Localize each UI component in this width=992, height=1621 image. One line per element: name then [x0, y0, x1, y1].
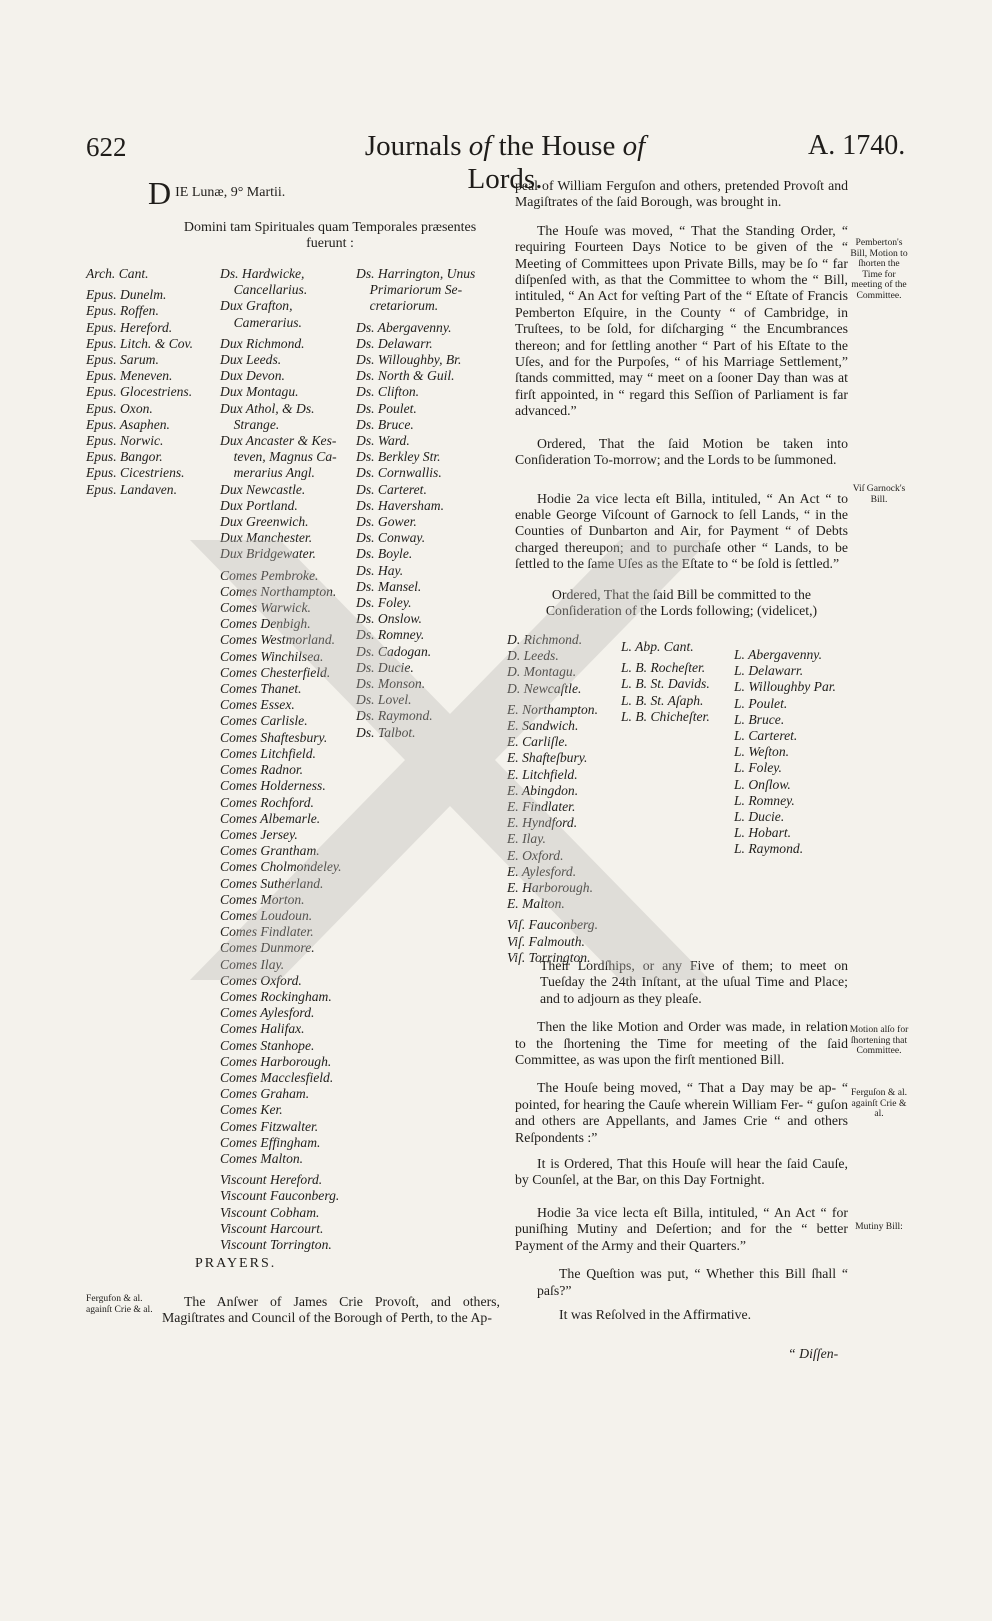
attendee-name: Comes Harborough. [220, 1053, 332, 1069]
attendee-name: Comes Macclesfield. [220, 1069, 334, 1085]
attendee-name: Ds. Monson. [356, 676, 426, 692]
attendee-name: Comes Litchfield. [220, 745, 316, 761]
committee-member: L. Raymond. [734, 841, 804, 857]
attendee-name: Dux Greenwich. [220, 514, 309, 530]
paragraph-text: Hodie 3a vice lecta eſt Billa, intituled, “ An Act “ for puniſhing Mutiny and Deſertion; and for the “ better Payment of the Army and their Quarters.” [515, 1204, 848, 1253]
attendee-name: Ds. Mansel. [356, 578, 422, 594]
committee-col-earls [507, 632, 619, 966]
committee-member: E. Shafteſbury. [507, 750, 588, 766]
attendee-name: Ds. Bruce. [356, 416, 414, 432]
attendee-name: Epus. Norwic. [86, 433, 164, 449]
attendee-name: Ds. Delawarr. [356, 335, 433, 351]
committee-member: Viſ. Fauconberg. [507, 917, 598, 933]
attendee-name: Comes Cholmondeley. [220, 859, 342, 875]
attendee-name: Comes Northampton. [220, 583, 337, 599]
committee-member: D. Newcaſtle. [507, 680, 582, 696]
attendee-name: Epus. Oxon. [86, 400, 153, 416]
attendee-name: Ds. Romney. [356, 627, 425, 643]
committee-member: L. Ducie. [734, 809, 785, 825]
attendee-name: Epus. Hereford. [86, 319, 173, 335]
attendee-name: Comes Effingham. [220, 1134, 321, 1150]
title-part: Journals [364, 130, 469, 162]
committee-member: E. Litchfield. [507, 766, 578, 782]
attendee-name: Comes Fitzwalter. [220, 1118, 319, 1134]
attendee-name: Comes Oxford. [220, 972, 302, 988]
committee-member: E. Findlater. [507, 799, 576, 815]
attendee-name: Comes Loudoun. [220, 907, 313, 923]
committee-member: E. Abingdon. [507, 782, 579, 798]
right-column-lower [515, 958, 848, 1323]
present-line: Domini tam Spirituales quam Temporales præsentes [183, 220, 477, 235]
margin-note: Pemberton's Bill, Motion to ſhorten the Time for meeting of the Committee. [850, 237, 908, 301]
attendee-name: Ds. Ward. [356, 433, 410, 449]
committee-member: L. Romney. [734, 792, 795, 808]
committee-col-lords [734, 647, 854, 858]
committee-member: L. Hobart. [734, 825, 792, 841]
committee-member: E. Harborough. [507, 880, 593, 896]
attendee-name: Dux Leeds. [220, 352, 282, 368]
attendee-name: teven, Magnus Ca- [220, 449, 337, 465]
present-line: fuerunt : [306, 236, 354, 251]
attendee-name: Comes Albemarle. [220, 810, 321, 826]
attendee-name: Dux Grafton, [220, 298, 293, 314]
attendee-name: Epus. Dunelm. [86, 287, 167, 303]
paragraph-text: Ordered, That the ſaid Bill be committed to the Conſideration of the Lords following; (videlicet,) [545, 586, 818, 618]
attendee-name: Ds. Poulet. [356, 400, 417, 416]
margin-note: Motion alſo for ſhortening that Committee. [849, 1024, 909, 1056]
attendee-name: Dux Manchester. [220, 530, 313, 546]
title-part: Lords. [467, 163, 543, 195]
attendee-name: Dux Newcastle. [220, 481, 306, 497]
attendee-name: Comes Ilay. [220, 956, 285, 972]
committee-member: D. Richmond. [507, 632, 583, 647]
attendee-name: Epus. Sarum. [86, 352, 159, 368]
attendee-name: Comes Dunmore. [220, 940, 315, 956]
attendee-name: Comes Findlater. [220, 924, 314, 940]
attendee-name: Epus. Glocestriens. [86, 384, 193, 400]
committee-col-bishops [621, 639, 733, 725]
title-part: the House [491, 130, 623, 162]
committee-member: L. Abergavenny. [734, 647, 822, 662]
attendee-name: Viscount Torrington. [220, 1236, 332, 1252]
attendee-name: Comes Shaftesbury. [220, 729, 328, 745]
title-of: of [468, 130, 492, 162]
attendee-name: Epus. Meneven. [86, 368, 173, 384]
attendee-name: Epus. Asaphen. [86, 416, 170, 432]
attendee-name: Comes Thanet. [220, 681, 302, 697]
attendee-name: merarius Angl. [220, 465, 315, 481]
attendee-name: Comes Morton. [220, 891, 305, 907]
committee-member: E. Oxford. [507, 847, 564, 863]
attendee-name: Arch. Cant. [86, 266, 149, 281]
right-column [515, 178, 848, 619]
committee-member: L. B. St. Davids. [621, 676, 710, 692]
attendee-name: Viscount Hereford. [220, 1172, 323, 1188]
paragraph-text: Hodie 2a vice lecta eſt Billa, intituled, “ An Act “ to enable George Viſcount of Garnock to ſell Lands, “ in the Counties of Dunbarton and Air, for Payment “ of Debts charged thereupon; and to purchaſe other “ Lands, to be ſettled to the ſame Uſes as the Eſtate to “ be ſold is ſettled.” [515, 490, 848, 572]
attendee-name: Dux Montagu. [220, 384, 299, 400]
attendee-name: Comes Halifax. [220, 1021, 305, 1037]
attendee-name: Epus. Cicestriens. [86, 465, 185, 481]
title-of: of [622, 130, 646, 162]
attendee-name: Ds. Gower. [356, 514, 417, 530]
committee-member: L. Weſton. [734, 744, 790, 760]
committee-member: D. Montagu. [507, 664, 577, 680]
committee-member: L. B. Chicheſter. [621, 708, 710, 724]
attendee-name: Ds. Boyle. [356, 546, 413, 562]
attendance-col-bishops [86, 266, 216, 498]
margin-note: Mutiny Bill: [855, 1221, 903, 1232]
attendee-name: Ds. Conway. [356, 530, 426, 546]
committee-member: Viſ. Torrington. [507, 949, 591, 965]
attendee-name: Ds. Hardwicke, [220, 266, 305, 281]
attendee-name: Ds. Onslow. [356, 611, 422, 627]
committee-member: E. Northampton. [507, 701, 599, 717]
prayers-heading: PRAYERS. [195, 1256, 277, 1271]
margin-note: Ferguſon & al. againſt Crie & al. [850, 1087, 908, 1119]
committee-member: E. Hyndford. [507, 815, 578, 831]
committee-member: E. Malton. [507, 896, 565, 912]
attendance-col-dukes-earls [220, 266, 350, 1253]
paragraph-text: It was Reſolved in the Affirmative. [559, 1306, 752, 1322]
answer-paragraph [162, 1294, 500, 1327]
paragraph-text: The Queſtion was put, “ Whether this Bill ſhall “ paſs?” [537, 1266, 848, 1298]
drop-cap: D [148, 175, 172, 211]
attendee-name: Comes Winchilsea. [220, 648, 324, 664]
committee-member: L. Willoughby Par. [734, 679, 836, 695]
attendee-name: Viscount Cobham. [220, 1204, 320, 1220]
attendee-name: Ds. Haversham. [356, 497, 444, 513]
attendee-name: Comes Carlisle. [220, 713, 308, 729]
margin-note: Fergufon & al. againſt Crie & al. [86, 1293, 153, 1315]
attendee-name: Dux Devon. [220, 368, 285, 384]
attendee-name: Ds. Willoughby, Br. [356, 352, 462, 368]
attendee-name: Dux Richmond. [220, 335, 305, 351]
attendee-name: Epus. Litch. & Cov. [86, 335, 193, 351]
attendee-name: Comes Denbigh. [220, 616, 311, 632]
attendee-name: Ds. Harrington, Unus [356, 266, 476, 281]
committee-member: E. Sandwich. [507, 718, 579, 734]
committee-member: L. Foley. [734, 760, 782, 776]
committee-member: L. Onſlow. [734, 776, 791, 792]
committee-member: Viſ. Falmouth. [507, 933, 585, 949]
attendee-name: Ds. Carteret. [356, 481, 427, 497]
present-heading [160, 220, 500, 252]
attendee-name: Ds. Ducie. [356, 659, 414, 675]
attendee-name: Epus. Roffen. [86, 303, 159, 319]
page-number: 622 [86, 132, 127, 162]
committee-member: L. Carteret. [734, 728, 798, 744]
attendee-name: Dux Portland. [220, 497, 298, 513]
committee-member: D. Leeds. [507, 648, 559, 664]
attendee-name: Comes Holderness. [220, 778, 326, 794]
attendee-name: Comes Pembroke. [220, 567, 319, 583]
attendee-name: Dux Bridgewater. [220, 546, 316, 562]
attendee-name: Comes Rockingham. [220, 988, 332, 1004]
attendee-name: Comes Malton. [220, 1150, 304, 1166]
paragraph-text: Their Lordſhips, or any Five of them; to meet on Tueſday the 24th Inſtant, at the uſual Time and Place; and to adjourn as they pleaſe. [540, 958, 848, 1006]
attendee-name: Ds. Cadogan. [356, 643, 432, 659]
attendee-name: Comes Jersey. [220, 826, 298, 842]
attendee-name: Ds. Talbot. [356, 724, 416, 740]
attendee-name: Ds. Lovel. [356, 692, 412, 708]
attendee-name: Ds. Foley. [356, 595, 412, 611]
attendee-name: Comes Westmorland. [220, 632, 336, 648]
session-date [148, 175, 508, 211]
attendee-name: Comes Rochford. [220, 794, 314, 810]
attendee-name: Ds. North & Guil. [356, 368, 455, 384]
paragraph-text: It is Ordered, That this Houſe will hear the ſaid Cauſe, by Counſel, at the Bar, on this Day Fortnight. [515, 1156, 848, 1188]
session-date-text: IE Lunæ, 9° Martii. [175, 185, 286, 200]
committee-member: E. Carliſle. [507, 734, 568, 750]
committee-member: E. Ilay. [507, 831, 546, 847]
paragraph-text: Ordered, That the ſaid Motion be taken into Conſideration To-morrow; and the Lords to be ſummoned. [515, 435, 848, 468]
attendee-name: Epus. Bangor. [86, 449, 163, 465]
attendee-name: Comes Sutherland. [220, 875, 324, 891]
attendee-name: Comes Stanhope. [220, 1037, 315, 1053]
paragraph-text: The Anſwer of James Crie Provoſt, and others, Magiſtrates and Council of the Borough of Perth, to the Ap- [162, 1294, 500, 1326]
catchword: “ Diſſen- [788, 1346, 839, 1361]
committee-member: L. B. St. Aſaph. [621, 692, 704, 708]
attendee-name: Primariorum Se- [356, 282, 463, 298]
attendee-name: Dux Athol, & Ds. [220, 400, 315, 416]
paragraph-text: peal of William Ferguſon and others, pretended Provoſt and Magiſtrates of the ſaid Borough, was brought in. [515, 178, 848, 210]
committee-member: L. Poulet. [734, 695, 788, 711]
attendee-name: Ds. Clifton. [356, 384, 420, 400]
page-year: A. 1740. [808, 130, 906, 161]
attendee-name: Comes Graham. [220, 1086, 310, 1102]
attendee-name: Comes Aylesford. [220, 1005, 315, 1021]
attendee-name: Ds. Abergavenny. [356, 319, 452, 335]
committee-member: L. Abp. Cant. [621, 639, 694, 654]
attendee-name: Camerarius. [220, 314, 302, 330]
attendee-name: Comes Warwick. [220, 600, 311, 616]
paragraph-text: The Houſe being moved, “ That a Day may be ap- “ pointed, for hearing the Cauſe wherein William Fer- “ guſon and others are Appellants, and James Crie “ and others Reſpondents :” [515, 1080, 848, 1145]
attendance-col-lords [356, 266, 491, 741]
committee-member: L. Bruce. [734, 711, 785, 727]
attendee-name: Ds. Berkley Str. [356, 449, 441, 465]
attendee-name: Viscount Fauconberg. [220, 1188, 340, 1204]
committee-member: L. B. Rocheſter. [621, 660, 706, 676]
attendee-name: Strange. [220, 416, 280, 432]
attendee-name: cretariorum. [356, 298, 439, 314]
attendee-name: Ds. Hay. [356, 562, 404, 578]
attendee-name: Comes Ker. [220, 1102, 283, 1118]
attendee-name: Epus. Landaven. [86, 481, 177, 497]
paragraph-text: Then the like Motion and Order was made, in relation to the ſhortening the Time for meeting of the ſaid Committee, as was upon the firſt mentioned Bill. [515, 1019, 848, 1068]
margin-note: Viſ Garnock's Bill. [852, 483, 906, 505]
attendee-name: Comes Grantham. [220, 843, 320, 859]
attendee-name: Ds. Raymond. [356, 708, 433, 724]
attendee-name: Dux Ancaster & Kes- [220, 433, 337, 449]
attendee-name: Comes Radnor. [220, 762, 304, 778]
paragraph-text: The Houſe was moved, “ That the Standing Order, “ requiring Fourteen Days Notice to be given of the “ Meeting of Committees upon Private Bills, may be ſo “ far diſpenſed with, as that the Committee to whom the “ Bill, intituled, “ An Act for veſting Part of the “ Eſtate of Francis Pemberton Eſquire, in the County “ of Cambridge, in Truſtees, to be ſold, for diſcharging “ the Encumbrances thereon; and for ſettling another “ Part of his Eſtate to the Uſes, and for the Purpoſes, “ of his Marriage Settlement,” ſtands committed, may “ meet on a ſooner Day than was at firſt appointed, in “ regard this Seſſion of Parliament is far advanced.” [515, 222, 848, 419]
committee-member: L. Delawarr. [734, 663, 804, 679]
attendee-name: Comes Essex. [220, 697, 295, 713]
attendee-name: Comes Chesterfield. [220, 664, 331, 680]
attendee-name: Ds. Cornwallis. [356, 465, 442, 481]
attendee-name: Cancellarius. [220, 282, 308, 298]
attendee-name: Viscount Harcourt. [220, 1220, 324, 1236]
committee-member: E. Aylesford. [507, 863, 577, 879]
